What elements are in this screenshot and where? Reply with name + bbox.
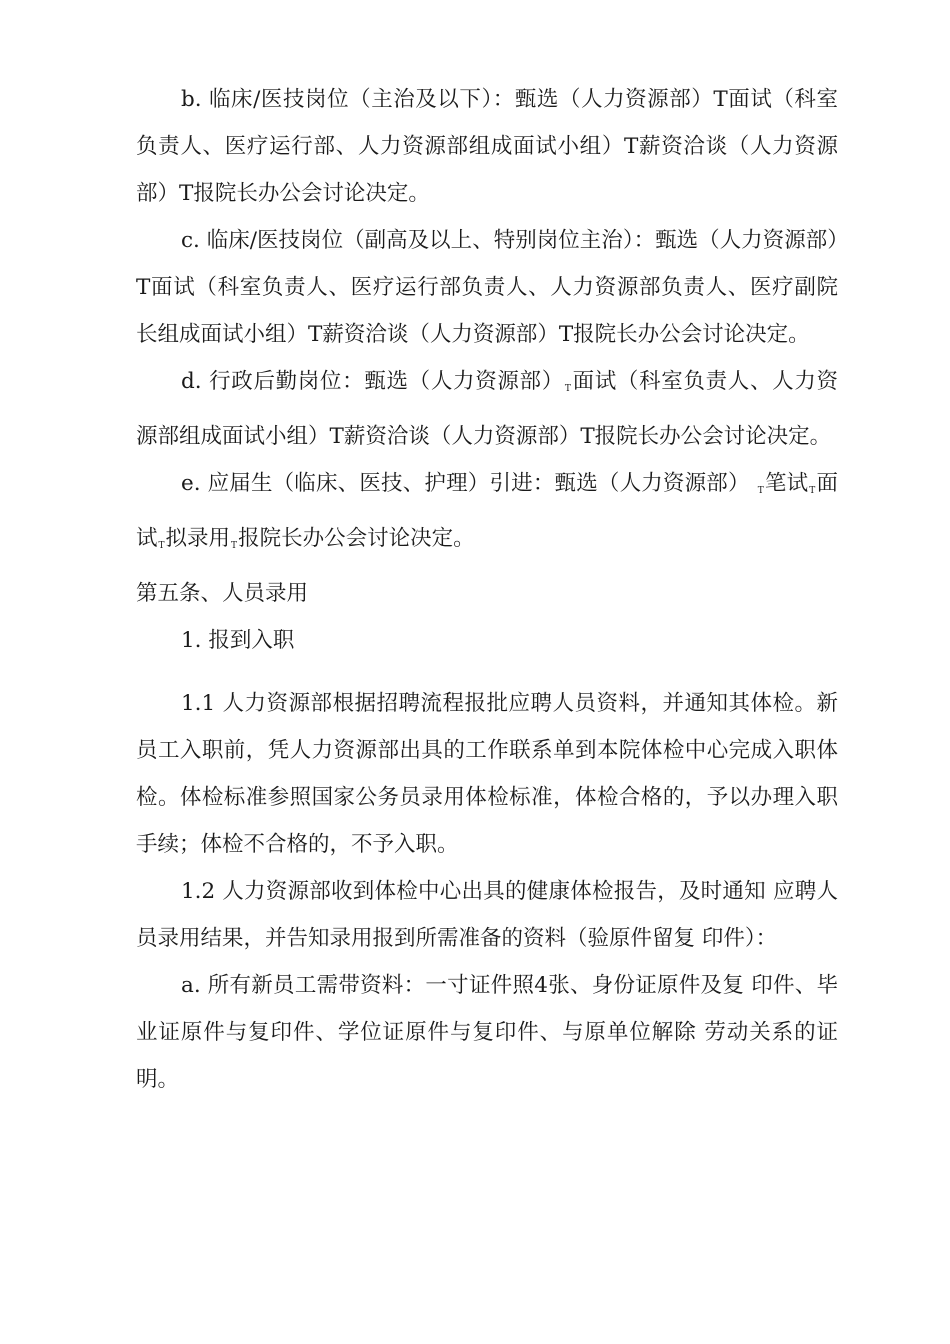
document-body	[136, 76, 838, 1103]
paragraph-e-text-1: e. 应届生（临床、医技、护理）引进：甄选（人力资源部）	[181, 471, 750, 496]
paragraph-e-text-5: 报院长办公会讨论决定。	[238, 526, 475, 551]
paragraph-a: a. 所有新员工需带资料：一寸证件照4张、身份证原件及复 印件、毕业证原件与复印件、学位证原件与复印件、与原单位解除 劳动关系的证明。	[136, 973, 838, 1092]
paragraph-d-text-2: 面试（科室负责人、人力资源部组成面试小组）T薪资洽谈（人力资源部）T报院长办公会讨论决定。	[136, 369, 838, 449]
paragraph-e-text-4: 拟录用	[165, 526, 231, 551]
paragraph-1-1: 1.1 人力资源部根据招聘流程报批应聘人员资料，并通知其体检。新员工入职前，凭人力资源部出具的工作联系单到本院体检中心完成入职体检。体检标准参照国家公务员录用体检标准，体检合格的，予以办理入职手续；体检不合格的，不予入职。	[136, 691, 838, 857]
paragraph-c: c. 临床/医技岗位（副高及以上、特别岗位主治）：甄选（人力资源部）T面试（科室负责人、医疗运行部负责人、人力资源部负责人、医疗副院长组成面试小组）T薪资洽谈（人力资源部）T报院长办公会讨论决定。	[136, 228, 838, 347]
arrow-glyph: T	[809, 486, 816, 496]
paragraph-d-text-1: d. 行政后勤岗位：甄选（人力资源部）	[181, 369, 564, 394]
arrow-glyph: T	[231, 541, 238, 551]
section-1-heading: 1. 报到入职	[181, 628, 295, 653]
arrow-glyph: T	[757, 486, 764, 496]
arrow-glyph: T	[564, 384, 571, 394]
paragraph-e-text-3: 面试	[136, 471, 838, 551]
paragraph-b: b. 临床/医技岗位（主治及以下）：甄选（人力资源部）T面试（科室负责人、医疗运行部、人力资源部组成面试小组）T薪资洽谈（人力资源部）T报院长办公会讨论决定。	[136, 87, 838, 206]
paragraph-d	[136, 358, 838, 460]
paragraph-1-2: 1.2 人力资源部收到体检中心出具的健康体检报告，及时通知 应聘人员录用结果，并告知录用报到所需准备的资料（验原件留复 印件）：	[136, 879, 838, 951]
paragraph-e	[136, 460, 838, 570]
article-5-heading: 第五条、人员录用	[136, 581, 309, 606]
paragraph-e-text-2: 笔试	[764, 471, 809, 496]
arrow-glyph: T	[158, 541, 165, 551]
